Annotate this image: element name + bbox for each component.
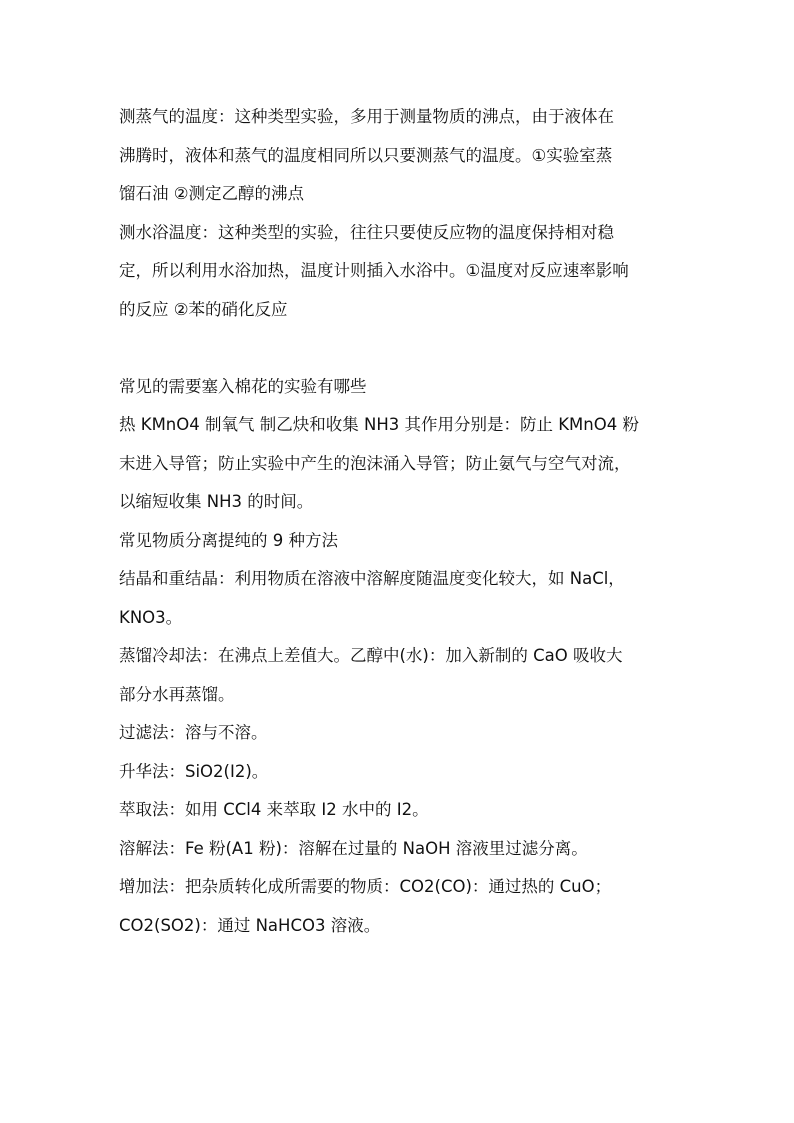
text-line-5: 定，所以利用水浴加热，温度计则插入水浴中。①温度对反应速率影响 (119, 261, 629, 280)
text-line-11: 以缩短收集 NH3 的时间。 (119, 492, 314, 511)
document-body (119, 98, 679, 945)
section-heading-separation: 常见物质分离提纯的 9 种方法 (119, 530, 338, 550)
text-line-17: 过滤法：溶与不溶。 (119, 723, 268, 742)
text-line-3: 馏石油 ②测定乙醇的沸点 (119, 184, 305, 203)
text-line-6: 的反应 ②苯的硝化反应 (119, 299, 288, 319)
text-line-1: 测蒸气的温度：这种类型实验，多用于测量物质的沸点，由于液体在 (119, 107, 614, 126)
text-line-16: 部分水再蒸馏。 (119, 684, 235, 704)
text-line-10: 末进入导管；防止实验中产生的泡沫涌入导管；防止氨气与空气对流， (119, 453, 631, 473)
text-line-4: 测水浴温度：这种类型的实验，往往只要使反应物的温度保持相对稳 (119, 222, 614, 242)
text-line-14: KNO3。 (119, 607, 183, 627)
text-line-22: CO2(SO2)：通过 NaHCO3 溶液。 (119, 915, 381, 935)
text-line-21: 增加法：把杂质转化成所需要的物质：CO2(CO)：通过热的 CuO； (119, 877, 612, 896)
section-heading-cotton: 常见的需要塞入棉花的实验有哪些 (119, 376, 367, 396)
text-line-2: 沸腾时，液体和蒸气的温度相同所以只要测蒸气的温度。①实验室蒸 (119, 145, 613, 165)
text-line-9: 热 KMnO4 制氧气 制乙炔和收集 NH3 其作用分别是：防止 KMnO4 粉 (119, 415, 639, 434)
blank-line (119, 329, 679, 368)
text-line-15: 蒸馏冷却法：在沸点上差值大。乙醇中(水)：加入新制的 CaO 吸收大 (119, 646, 623, 665)
text-line-18: 升华法：SiO2(I2)。 (119, 761, 269, 781)
text-line-20: 溶解法：Fe 粉(A1 粉)：溶解在过量的 NaOH 溶液里过滤分离。 (119, 838, 588, 858)
text-line-19: 萃取法：如用 CCl4 来萃取 I2 水中的 I2。 (119, 800, 429, 819)
text-line-13: 结晶和重结晶：利用物质在溶液中溶解度随温度变化较大，如 NaCl， (119, 569, 625, 588)
